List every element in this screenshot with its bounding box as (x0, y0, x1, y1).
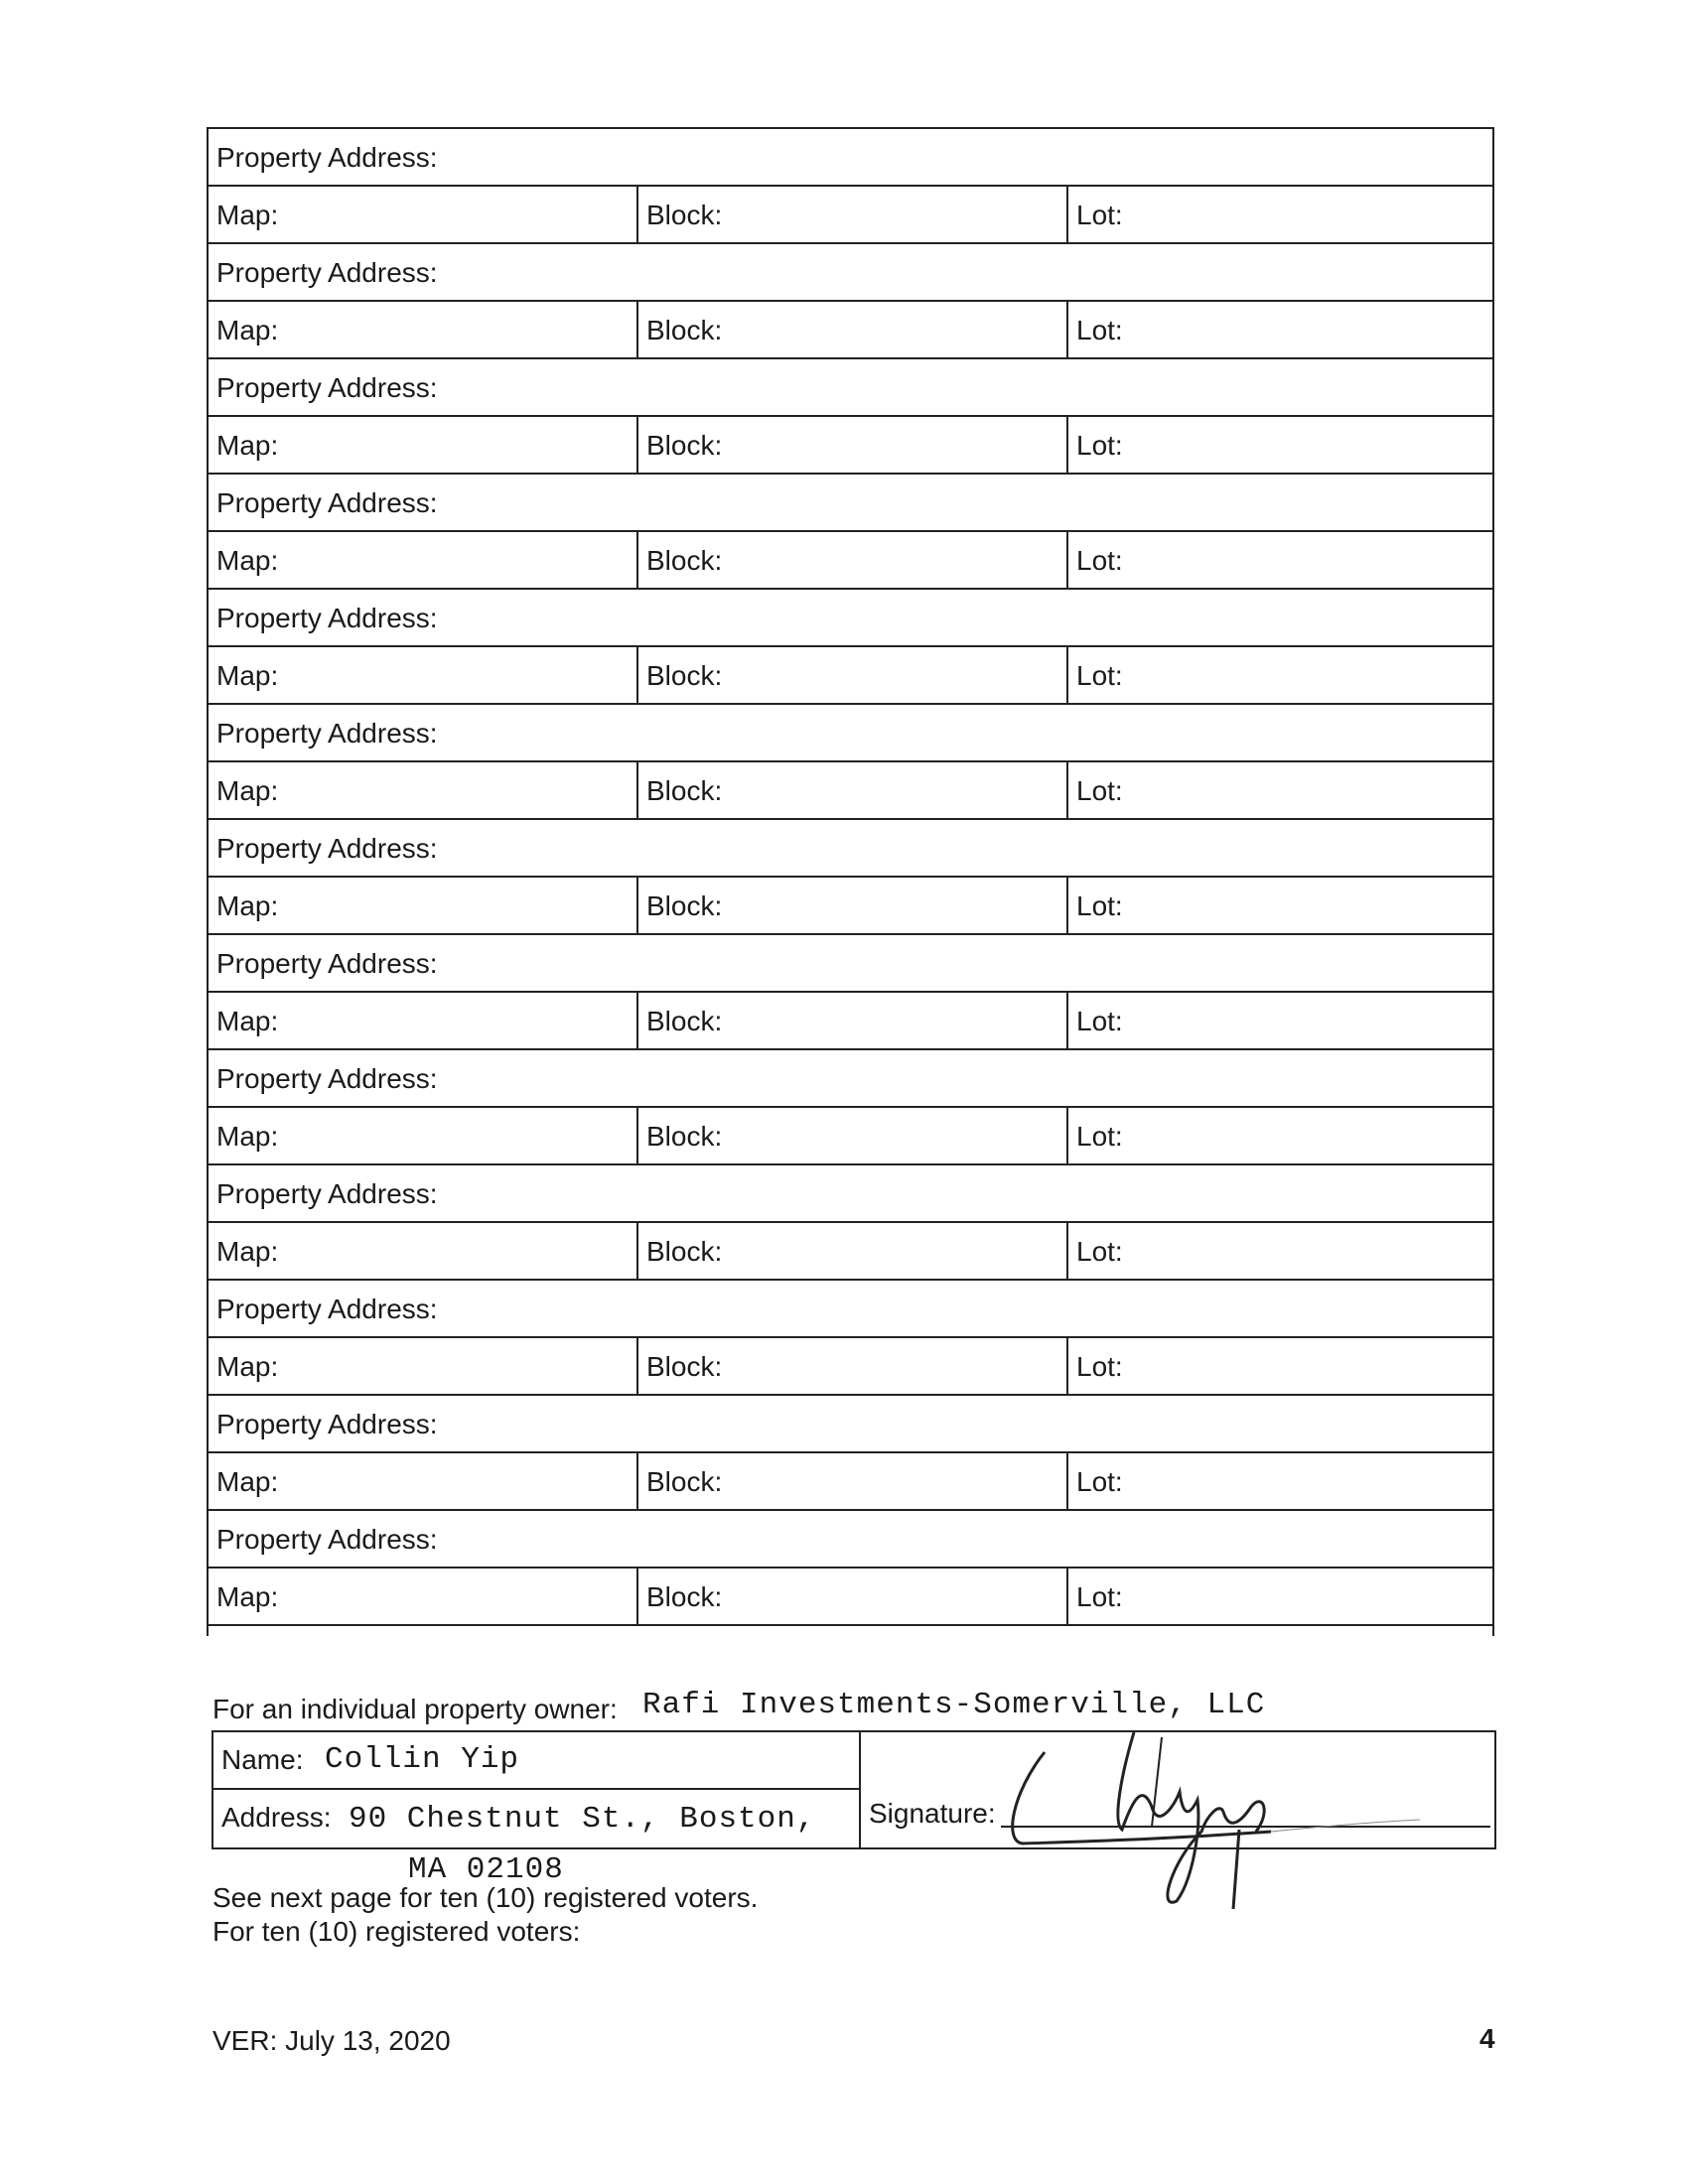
map-field[interactable]: Map: (209, 532, 638, 588)
property-address-row (209, 1165, 1492, 1223)
owner-entity-value[interactable]: Rafi Investments-Somerville, LLC (642, 1688, 1266, 1722)
block-field[interactable]: Block: (638, 417, 1068, 473)
map-block-lot-row (209, 1569, 1492, 1626)
lot-field[interactable]: Lot: (1076, 890, 1123, 921)
map-field[interactable]: Map: (209, 302, 638, 357)
block-field[interactable]: Block: (638, 993, 1068, 1048)
property-address-field[interactable]: Property Address: (216, 948, 438, 979)
property-address-row (209, 590, 1492, 647)
lot-field[interactable]: Lot: (1076, 315, 1123, 345)
property-address-field[interactable]: Property Address: (216, 1063, 438, 1094)
name-label: Name: (221, 1744, 304, 1775)
address-label: Address: (221, 1802, 332, 1833)
map-block-lot-row (209, 1453, 1492, 1511)
property-address-row (209, 1281, 1492, 1338)
property-address-field[interactable]: Property Address: (216, 1409, 438, 1439)
property-address-row (209, 359, 1492, 417)
signature-label: Signature: (869, 1798, 996, 1829)
map-field[interactable]: Map: (209, 1569, 638, 1624)
map-field[interactable]: Map: (209, 187, 638, 242)
table-tail (207, 1626, 1494, 1636)
name-field[interactable]: Collin Yip (325, 1742, 520, 1777)
property-address-row (209, 475, 1492, 532)
lot-field[interactable]: Lot: (1076, 545, 1123, 576)
block-field[interactable]: Block: (638, 187, 1068, 242)
property-address-row (209, 244, 1492, 302)
map-block-lot-row (209, 647, 1492, 705)
map-block-lot-row (209, 1223, 1492, 1281)
block-field[interactable]: Block: (638, 762, 1068, 818)
owner-info (213, 1732, 861, 1847)
lot-field[interactable]: Lot: (1076, 660, 1123, 691)
address-field-continued[interactable]: MA 02108 (408, 1852, 564, 1887)
note-next-page: See next page for ten (10) registered voters. (212, 1882, 759, 1913)
map-block-lot-row (209, 302, 1492, 359)
lot-field[interactable]: Lot: (1076, 775, 1123, 806)
map-block-lot-row (209, 532, 1492, 590)
block-field[interactable]: Block: (638, 1338, 1068, 1394)
property-address-field[interactable]: Property Address: (216, 1524, 438, 1555)
property-address-field[interactable]: Property Address: (216, 257, 438, 288)
block-field[interactable]: Block: (638, 1223, 1068, 1279)
lot-field[interactable]: Lot: (1076, 1466, 1123, 1497)
block-field[interactable]: Block: (638, 1569, 1068, 1624)
owner-name-row (213, 1732, 859, 1790)
map-field[interactable]: Map: (209, 1453, 638, 1509)
map-block-lot-row (209, 1108, 1492, 1165)
map-field[interactable]: Map: (209, 1108, 638, 1163)
property-address-row (209, 129, 1492, 187)
map-field[interactable]: Map: (209, 647, 638, 703)
map-block-lot-row (209, 187, 1492, 244)
property-address-row (209, 1396, 1492, 1453)
map-block-lot-row (209, 762, 1492, 820)
block-field[interactable]: Block: (638, 1453, 1068, 1509)
page-number: 4 (1479, 2023, 1495, 2054)
property-table (207, 127, 1494, 1636)
block-field[interactable]: Block: (638, 302, 1068, 357)
property-address-field[interactable]: Property Address: (216, 372, 438, 403)
property-address-row (209, 935, 1492, 993)
handwritten-signature[interactable] (1003, 1712, 1450, 1911)
block-field[interactable]: Block: (638, 878, 1068, 933)
map-block-lot-row (209, 1338, 1492, 1396)
property-address-row (209, 1050, 1492, 1108)
property-address-field[interactable]: Property Address: (216, 833, 438, 864)
map-field[interactable]: Map: (209, 878, 638, 933)
map-block-lot-row (209, 878, 1492, 935)
block-field[interactable]: Block: (638, 647, 1068, 703)
map-field[interactable]: Map: (209, 1338, 638, 1394)
property-address-field[interactable]: Property Address: (216, 487, 438, 518)
block-field[interactable]: Block: (638, 532, 1068, 588)
note-registered-voters: For ten (10) registered voters: (212, 1916, 581, 1947)
map-block-lot-row (209, 993, 1492, 1050)
lot-field[interactable]: Lot: (1076, 1581, 1123, 1612)
address-field[interactable]: 90 Chestnut St., Boston, (349, 1802, 816, 1837)
map-field[interactable]: Map: (209, 762, 638, 818)
lot-field[interactable]: Lot: (1076, 200, 1123, 230)
property-address-field[interactable]: Property Address: (216, 1294, 438, 1324)
lot-field[interactable]: Lot: (1076, 1351, 1123, 1382)
property-address-row (209, 820, 1492, 878)
owner-address-row (213, 1790, 859, 1847)
lot-field[interactable]: Lot: (1076, 430, 1123, 461)
version-date: VER: July 13, 2020 (212, 2025, 451, 2056)
lot-field[interactable]: Lot: (1076, 1006, 1123, 1036)
map-block-lot-row (209, 417, 1492, 475)
property-address-field[interactable]: Property Address: (216, 142, 438, 173)
property-address-row (209, 705, 1492, 762)
property-address-row (209, 1511, 1492, 1569)
property-address-field[interactable]: Property Address: (216, 603, 438, 633)
map-field[interactable]: Map: (209, 993, 638, 1048)
lot-field[interactable]: Lot: (1076, 1121, 1123, 1152)
lot-field[interactable]: Lot: (1076, 1236, 1123, 1267)
map-field[interactable]: Map: (209, 1223, 638, 1279)
map-field[interactable]: Map: (209, 417, 638, 473)
property-address-field[interactable]: Property Address: (216, 1178, 438, 1209)
property-address-field[interactable]: Property Address: (216, 718, 438, 749)
owner-section-label: For an individual property owner: (212, 1694, 618, 1724)
block-field[interactable]: Block: (638, 1108, 1068, 1163)
